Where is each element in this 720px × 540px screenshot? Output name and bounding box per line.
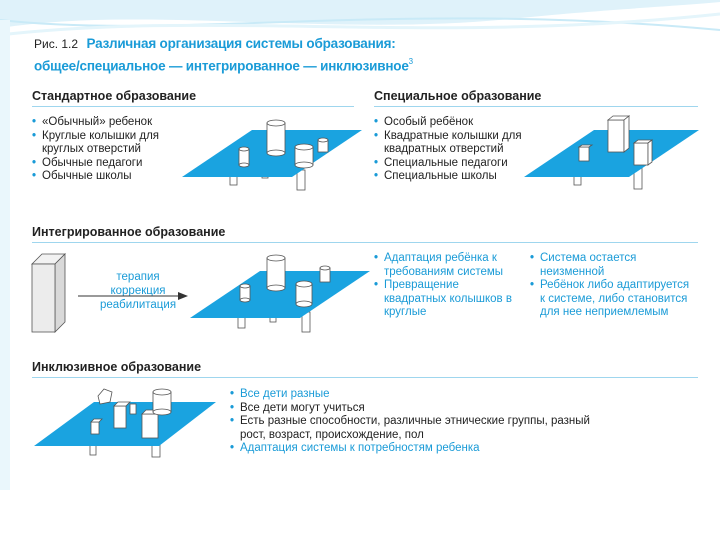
integrated-list-right <box>530 252 690 320</box>
list-item: • «Обычный» ребенок <box>32 116 182 130</box>
standard-illustration <box>182 105 362 205</box>
arrow-right-icon <box>78 290 190 302</box>
list-item: • Все дети разные <box>230 388 690 402</box>
figure-title: Различная организация системы образования: <box>86 36 396 51</box>
footnote-mark: 3 <box>408 57 414 66</box>
therapy-label: терапия <box>116 271 160 283</box>
standard-section-title: Стандартное образование <box>32 89 197 103</box>
square-peg-icon <box>91 422 99 434</box>
inclusive-section-rule <box>32 377 698 378</box>
figure-heading <box>34 35 654 75</box>
list-item: • Ребёнок либо адаптируется к системе, либо становится для нее неприемлемым <box>530 279 690 320</box>
list-item: • Обычные школы <box>32 170 182 184</box>
integrated-list-left <box>374 252 524 320</box>
figure-number: Рис. 1.2 <box>34 37 79 51</box>
inclusive-section-title: Инклюзивное образование <box>32 360 202 374</box>
list-item: • Превращение квадратных колышков в круглые <box>374 279 524 320</box>
integrated-section-rule <box>32 242 698 243</box>
star-peg-icon <box>98 389 112 404</box>
integrated-illustration <box>190 246 370 346</box>
inclusive-list <box>230 388 690 456</box>
list-item: • Квадратные колышки для квадратных отверстий <box>374 130 524 157</box>
therapy-label: реабилитация <box>99 299 177 311</box>
therapy-label: коррекция <box>110 285 166 297</box>
list-item: • Особый ребёнок <box>374 116 524 130</box>
square-peg-icon <box>114 406 126 428</box>
inclusive-illustration <box>34 384 224 466</box>
slide-side-band <box>0 20 10 490</box>
list-item: • Специальные педагоги <box>374 157 524 171</box>
figure-slide <box>12 0 720 540</box>
special-illustration <box>524 105 704 205</box>
list-item: • Специальные школы <box>374 170 524 184</box>
square-block-icon <box>32 252 72 334</box>
list-item: • Все дети могут учиться <box>230 402 690 416</box>
figure-subtitle: общее/специальное — интегрированное — инклюзивное <box>34 58 409 74</box>
square-peg-icon <box>142 414 158 438</box>
list-item: • Круглые колышки для круглых отверстий <box>32 130 182 157</box>
special-list <box>374 116 524 184</box>
list-item: • Адаптация ребёнка к требованиям системы <box>374 252 524 279</box>
standard-list <box>32 116 182 184</box>
list-item: • Адаптация системы к потребностям ребенка <box>230 442 690 456</box>
list-item: • Система остается неизменной <box>530 252 690 279</box>
integrated-section-title: Интегрированное образование <box>32 225 226 239</box>
special-section-title: Специальное образование <box>374 89 542 103</box>
list-item: • Обычные педагоги <box>32 157 182 171</box>
list-item: • Есть разные способности, различные этнические группы, разный рост, возраст, происхождение, пол <box>230 415 590 442</box>
